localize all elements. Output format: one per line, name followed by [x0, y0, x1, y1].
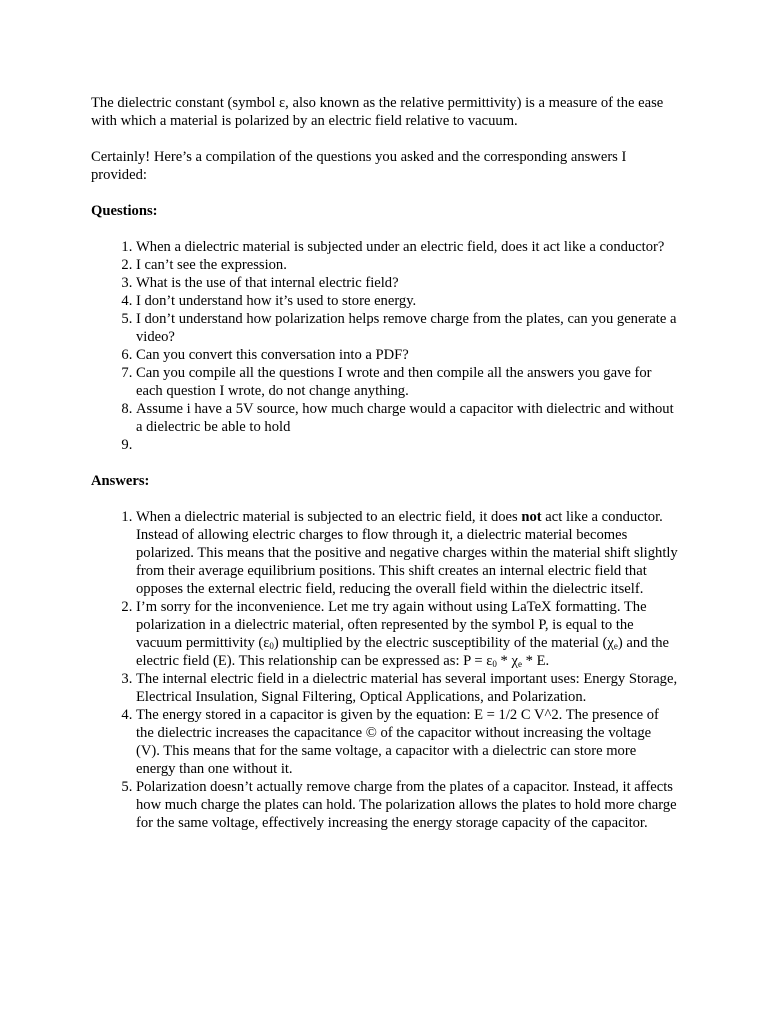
- question-item: 8. Assume i have a 5V source, how much charge would a capacitor with dielectric and without a dielectric be able to hold: [136, 400, 678, 436]
- question-item: 1. When a dielectric material is subjected under an electric field, does it act like a conductor?: [136, 238, 678, 256]
- question-item: 6. Can you convert this conversation into a PDF?: [136, 346, 678, 364]
- answer-text: ) multiplied by the electric susceptibility of the material (χ: [273, 635, 614, 651]
- subscript-zero: 0: [492, 659, 497, 669]
- questions-list: [91, 238, 678, 454]
- subscript-zero: 0: [269, 641, 274, 651]
- answer-text: * χ: [496, 653, 518, 669]
- answer-item: [136, 598, 678, 670]
- question-item-empty: [136, 436, 678, 454]
- answer-item: 3. The internal electric field in a dielectric material has several important uses: Energy Storage, Electrical Insulation, Signal Filtering, Optical Applications, and Polarization.: [136, 670, 678, 706]
- answer-text: I’m sorry for the inconvenience. Let me try again without using LaTeX formatting. The polarization in a dielectric material, often represented by the symbol P, is equal to the vacuum permittivity (ε: [136, 599, 647, 651]
- intro-paragraph: The dielectric constant (symbol ε, also known as the relative permittivity) is a measure of the ease with which a material is polarized by an electric field relative to vacuum.: [91, 95, 664, 129]
- question-item: 3. What is the use of that internal electric field?: [136, 274, 678, 292]
- answer-text: * E.: [521, 653, 550, 669]
- questions-heading: Questions:: [91, 203, 158, 219]
- answer-item: [136, 508, 678, 598]
- subscript-e: e: [517, 659, 522, 669]
- question-item: 5. I don’t understand how polarization helps remove charge from the plates, can you generate a video?: [136, 310, 678, 346]
- answer-emphasis: not: [521, 509, 542, 525]
- answer-item: 4. The energy stored in a capacitor is given by the equation: E = 1/2 C V^2. The presence of the dielectric increases the capacitance © of the capacitor without increasing the voltage (V). This means that for the same voltage, a capacitor with a dielectric can store more energy than one without it.: [136, 706, 678, 778]
- question-item: 2. I can’t see the expression.: [136, 256, 678, 274]
- answer-text: act like a conductor. Instead of allowing electric charges to flow through it, a dielectric material becomes polarized. This means that the positive and negative charges within the material shift slightly from their average equilibrium positions. This shift creates an internal electric field that opposes the external electric field, reducing the overall field within the dielectric itself.: [136, 509, 678, 597]
- answer-text: ) and the electric field (E). This relationship can be expressed as: P = ε: [136, 635, 669, 669]
- compilation-intro-paragraph: Certainly! Here’s a compilation of the questions you asked and the corresponding answers I provided:: [91, 149, 627, 183]
- answer-item: 5. Polarization doesn’t actually remove charge from the plates of a capacitor. Instead, it affects how much charge the plates can hold. The polarization allows the plates to hold more charge for the same voltage, effectively increasing the energy storage capacity of the capacitor.: [136, 778, 678, 832]
- question-item: 4. I don’t understand how it’s used to store energy.: [136, 292, 678, 310]
- answers-list: [91, 508, 678, 832]
- question-item: 7. Can you compile all the questions I wrote and then compile all the answers you gave for each question I wrote, do not change anything.: [136, 364, 678, 400]
- answer-text: When a dielectric material is subjected to an electric field, it does: [136, 509, 522, 525]
- answers-heading: Answers:: [91, 473, 150, 489]
- subscript-e: e: [613, 641, 618, 651]
